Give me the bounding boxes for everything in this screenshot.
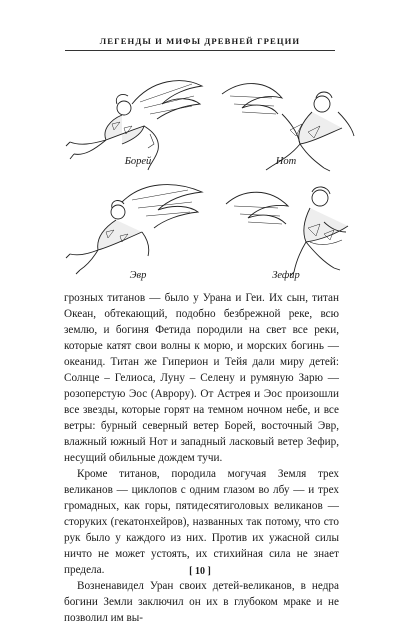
eurus-illustration	[62, 178, 212, 278]
zephyrus-illustration	[212, 178, 362, 278]
caption-zephyrus: Зефир	[272, 270, 300, 281]
header-rule	[65, 50, 335, 51]
page-number: [ 10 ]	[189, 566, 211, 577]
caption-eurus: Эвр	[129, 270, 147, 281]
paragraph: Кроме титанов, породила могучая Земля трех великанов — циклопов с одним глазом во лбу — и трех громадных, как горы, пятидесятиголовых великанов — сторуких (гекатонхейров), названных так потому, что сто рук было у каждого из них. Против их ужасной силы ничто не может устоять, их стихийная сила не знает предела.	[64, 468, 339, 576]
paragraph: грозных титанов — было у Урана и Геи. Их сын, титан Океан, обтекающий, подобно безбрежной реке, всю землю, и богиня Фетида породили на свет все реки, которые катят свои волны к морю, и морских богинь — океанид. Титан же Гиперион и Тейя дали миру детей: Солнце – Гелиоса, Луну – Селену и румяную Зарю — розоперстую Эос (Аврору). От Астрея и Эос произошли все звезды, которые горят на темном ночном небе, и все ветры: бурный северный ветер Борей, восточный Эвр, влажный южный Нот и западный ласковый ветер Зефир, несущий обильные дождем тучи.	[64, 292, 339, 464]
caption-boreas: Борей	[124, 156, 152, 167]
caption-notus: Нот	[275, 156, 297, 167]
running-title: ЛЕГЕНДЫ И МИФЫ ДРЕВНЕЙ ГРЕЦИИ	[99, 36, 301, 46]
paragraph: Возненавидел Уран своих детей-великанов, в недра богини Земли заключил он их в глубоком мраке и не позволил им вы-	[64, 580, 339, 624]
